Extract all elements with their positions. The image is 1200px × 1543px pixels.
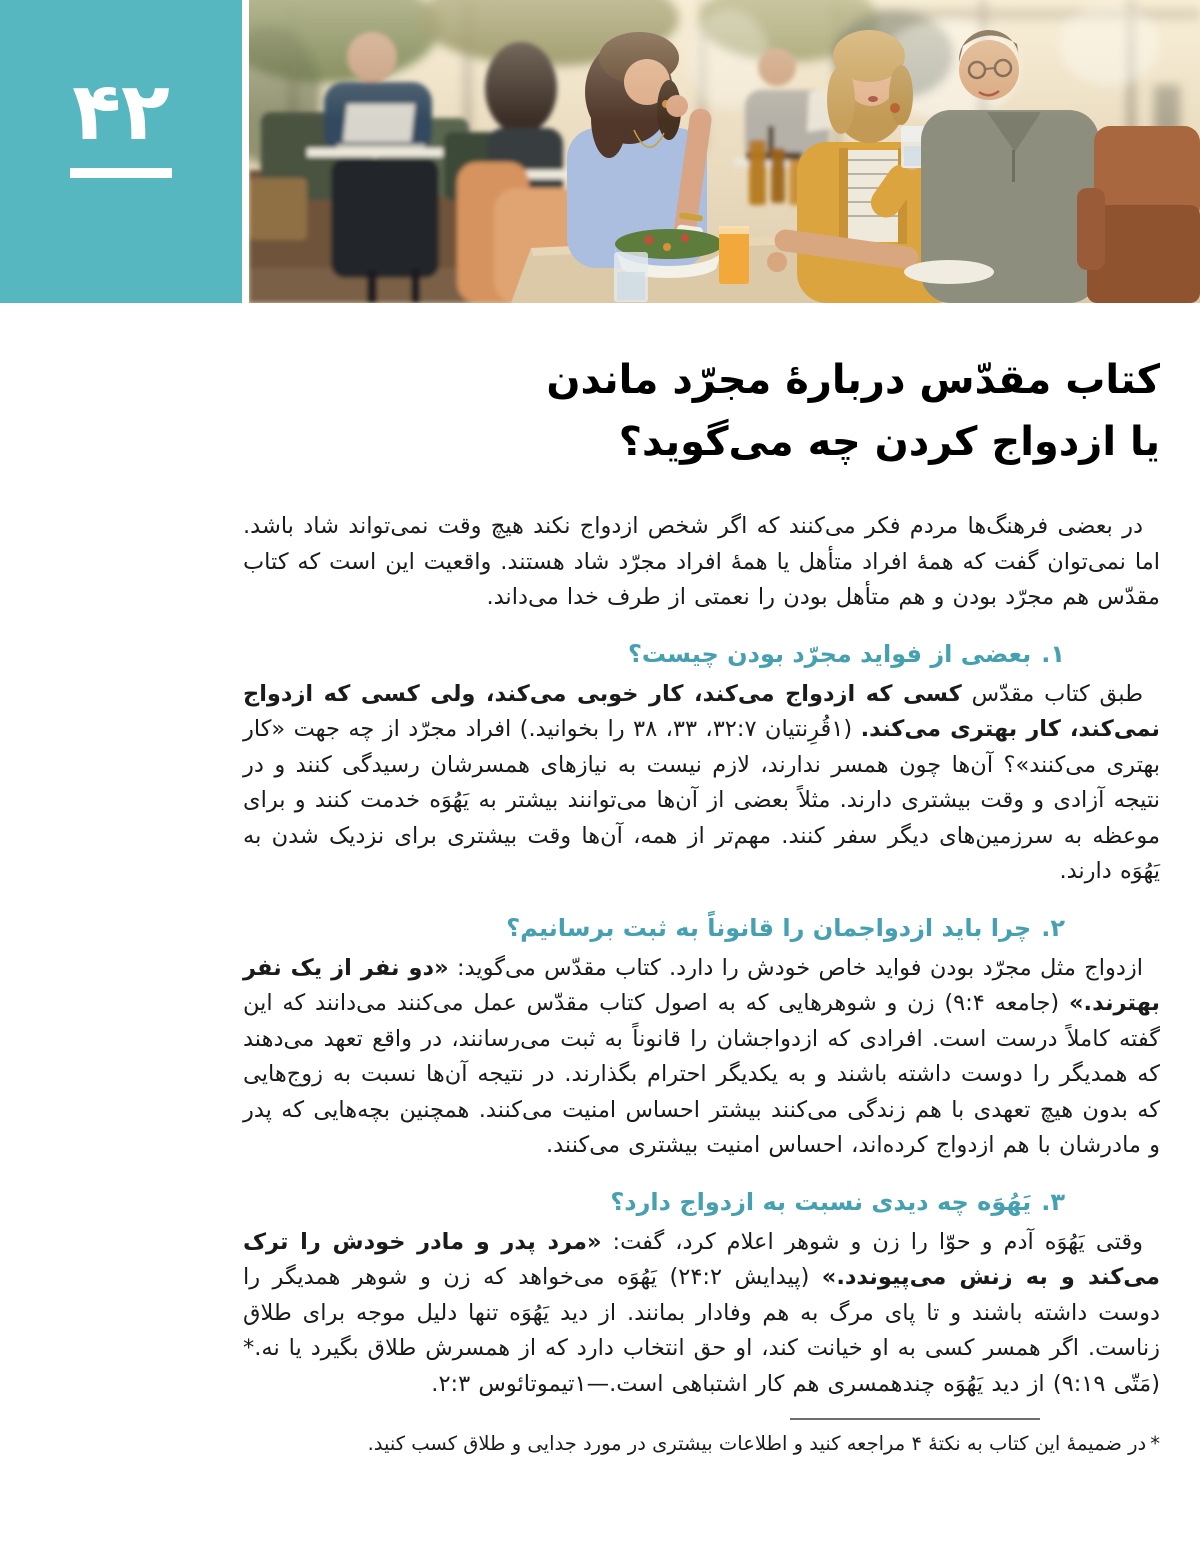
section-1 xyxy=(243,638,1160,890)
article-title-line-1: کتاب مقدّس دربارهٔ مجرّد ماندن xyxy=(546,357,1160,403)
scripture-quote: «دو نفر از یک نفر بهترند.» xyxy=(243,954,1160,1016)
cafe-scene-illustration xyxy=(249,0,1200,303)
text-run: ازدواج مثل مجرّد بودن فواید خاص خودش را دارد. کتاب مقدّس می‌گوید: xyxy=(448,954,1143,981)
section-2-question: چرا باید ازدواجمان را قانوناً به ثبت برسانیم؟ xyxy=(506,913,1032,942)
article-photo xyxy=(249,0,1200,303)
photo-juice-glass xyxy=(719,226,749,284)
lesson-number-badge xyxy=(0,0,242,303)
section-1-number: ۱. xyxy=(1041,639,1065,668)
intro-block xyxy=(243,509,1160,616)
section-3-number: ۳. xyxy=(1041,1187,1065,1216)
section-3-question: یَهُوَه چه دیدی نسبت به ازدواج دارد؟ xyxy=(610,1187,1032,1216)
lesson-number-underline xyxy=(70,168,172,178)
text-run: (۱قُرِنتیان ۳۲:۷، ۳۳، ۳۸ را بخوانید.) افراد مجرّد از چه جهت «کار بهتری می‌کنند»؟ آن‌ها چون همسر ندارند، لازم نیست به نیازهای همسرشان رسیدگی کنند و در نتیجه آزادی و وقت بیشتری دارند. مثلاً بعضی از آن‌ها می‌توانند بیشتر به یَهُوَه خدمت کنند و برای موعظه به سرزمین‌های دیگر سفر کنند. مهم‌تر از همه، آن‌ها وقت بیشتری برای نزدیک شدن به یَهُوَه دارند. xyxy=(243,716,1160,884)
text-run: (جامعه ۹:۴) زن و شوهرهایی که به اصول کتاب مقدّس عمل می‌کنند می‌دانند که این گفته کاملاً درست است. افرادی که ازدواجشان را قانوناً به ثبت می‌رسانند، در واقع تعهد می‌دهند که همدیگر را دوست داشته باشند و به یکدیگر احترام بگذارند. در نتیجه آن‌ها نسبت به زوج‌هایی که بدون هیچ تعهدی با هم زندگی می‌کنند بیشتر احساس امنیت می‌کنند. همچنین بچه‌هایی که پدر و مادرشان با هم ازدواج کرده‌اند، احساس امنیت بیشتری می‌کنند. xyxy=(243,990,1160,1158)
section-1-paragraph xyxy=(243,677,1160,890)
text-run: (پیدایش ۲۴:۲) یَهُوَه می‌خواهد که زن و شوهر همدیگر را دوست داشته باشند و تا پای مرگ به هم وفادار بمانند. از دید یَهُوَه تنها دلیل موجه برای طلاق زناست. اگر همسر کسی به او خیانت کند، او حق انتخاب دارد که از همسرش طلاق بگیرد یا نه.* (مَتّی ۹:۱۹) از دید یَهُوَه چندهمسری هم کار اشتباهی است.—۱تیموتائوس ۲:۳. xyxy=(243,1264,1160,1397)
page-header xyxy=(0,0,1200,303)
lesson-number: ۴۲ xyxy=(72,65,170,158)
scripture-quote: «مرد پدر و مادر خودش را ترک می‌کند و به زنش می‌پیوندد.» xyxy=(243,1228,1160,1290)
footnote-text: در ضمیمهٔ این کتاب به نکتهٔ ۴ مراجعه کنید و اطلاعات بیشتری در مورد جدایی و طلاق کسب کنید. xyxy=(367,1432,1147,1455)
photo-water-glass xyxy=(614,252,648,302)
section-3 xyxy=(243,1186,1160,1403)
footnote xyxy=(243,1430,1160,1457)
footnote-divider xyxy=(790,1418,1040,1420)
text-run: طبق کتاب مقدّس xyxy=(961,680,1144,707)
section-2-heading xyxy=(243,912,1065,944)
scripture-quote: کسی که ازدواج می‌کند، کار خوبی می‌کند، ولی کسی که ازدواج نمی‌کند، کار بهتری می‌کند. xyxy=(243,680,1160,742)
section-2 xyxy=(243,912,1160,1164)
text-run: وقتی یَهُوَه آدم و حوّا را زن و شوهر اعلام کرد، گفت: xyxy=(601,1228,1143,1255)
section-2-number: ۲. xyxy=(1041,913,1065,942)
article-body xyxy=(243,349,1160,1457)
article-title-line-2: یا ازدواج کردن چه می‌گوید؟ xyxy=(618,419,1160,465)
section-3-heading xyxy=(243,1186,1065,1218)
photo-plate xyxy=(904,260,994,284)
section-1-heading xyxy=(243,638,1065,670)
section-1-question: بعضی از فواید مجرّد بودن چیست؟ xyxy=(627,639,1032,668)
photo-leather-chair xyxy=(1077,126,1200,303)
intro-paragraph: در بعضی فرهنگ‌ها مردم فکر می‌کنند که اگر شخص ازدواج نکند هیچ وقت نمی‌تواند شاد باشد. اما نمی‌توان گفت که همهٔ افراد متأهل یا همهٔ افراد مجرّد شاد هستند. واقعیت این است که کتاب مقدّس هم مجرّد بودن و هم متأهل بودن را نعمتی از طرف خدا می‌داند. xyxy=(243,513,1160,610)
section-2-paragraph xyxy=(243,951,1160,1164)
footnote-marker: * xyxy=(1150,1432,1160,1455)
article-title xyxy=(243,349,1160,473)
section-3-paragraph xyxy=(243,1225,1160,1403)
